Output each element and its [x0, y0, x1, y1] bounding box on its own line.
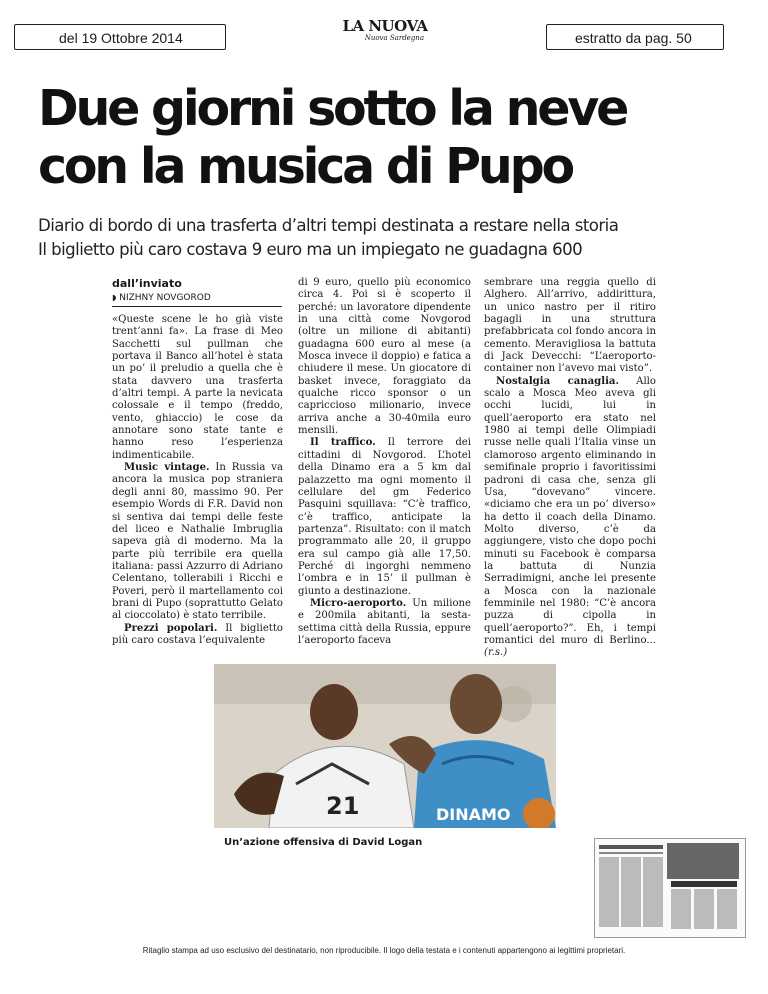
copyright-disclaimer: Ritaglio stampa ad uso esclusivo del destinatario, non riproducibile. Il logo della testata e i contenuti appartengono ai legittimi proprietari. — [142, 946, 626, 955]
article-subheadline: Diario di bordo di una trasferta d’altri tempi destinata a restare nella storia Il biglietto più caro costava 9 euro ma un impiegato ne guadagna 600 — [38, 216, 619, 259]
page-thumbnail — [594, 838, 746, 938]
paragraph: Micro-aeroporto. Un milione e 200mila abitanti, la sesta-settima città della Russia, eppure l’aeroporto faceva — [298, 597, 471, 646]
dateline-arrow-icon: ◗ — [112, 293, 117, 302]
newspaper-logo: LA NUOVA Nuova Sardegna — [342, 17, 428, 42]
jersey-number: 21 — [326, 792, 360, 820]
paragraph: «Queste scene le ho già viste trent’anni fa». La frase di Meo Sacchetti sul pullman che portava il Banco all’hotel è stata un po’ il preludio a quella che è stata davvero una trasferta d’altri tempi. A parte la nevicata colossale e il tempo (freddo, vento, ghiaccio) le cose da annotare sono state tante e hanno reso l’esperienza indimenticabile. — [112, 314, 283, 461]
page-thumbnail-illustration — [595, 839, 745, 937]
subheading: Prezzi popolari. — [124, 622, 218, 634]
article-column-1 — [112, 314, 283, 647]
byline-author: dall’inviato — [112, 277, 182, 290]
signature: (r.s.) — [484, 647, 508, 659]
subheading: Micro-aeroporto. — [310, 597, 407, 609]
paragraph: Prezzi popolari. Il biglietto più caro costava l’equivalente — [112, 622, 283, 646]
paragraph: Music vintage. In Russia va ancora la musica pop straniera degli anni 80, massimo 90. Per esempio Words di F.R. David non si sentiva dai tempi delle feste del liceo e Nathalie Imbruglia sapeva già di moderno. Ma la parte più terribile era quella italiana: passi Azzurro di Adriano Celentano, tollerabili i Ricchi e Poveri, però il martellamento coi brani di Pupo (soprattutto Gelato al cioccolato) è stato terribile. — [112, 462, 283, 622]
jersey-sponsor: DINAMO — [436, 805, 511, 824]
basketball-photo-illustration — [214, 664, 556, 828]
paragraph: di 9 euro, quello più economico circa 4. Poi si è scoperto il perché: un lavoratore dipendente in una città come Novgorod (oltre un milione di abitanti) guadagna 600 euro al mese (a Mosca invece il doppio) e fatica a chiudere il mese. Un giocatore di basket invece, foraggiato da qualche ricco sponsor o un capriccioso milionario, invece arriva anche a 30-40mila euro mensili. — [298, 277, 471, 437]
paragraph: sembrare una reggia quello di Alghero. All’arrivo, addirittura, un unico nastro per il ritiro bagagli in una struttura prefabbricata col fondo ancora in cemento. Meravigliosa la battuta di Jack Devecchi: “L’aeroporto-container non l’avevo mai visto”. — [484, 277, 656, 375]
subheading: Music vintage. — [124, 462, 210, 474]
article-headline: Due giorni sotto la neve con la musica di Pupo — [38, 80, 627, 195]
dateline: ◗ NIZHNY NOVGOROD — [112, 291, 282, 307]
photo-caption: Un’azione offensiva di David Logan — [224, 837, 423, 848]
article-column-3 — [484, 277, 656, 660]
paragraph: Nostalgia canaglia. Allo scalo a Mosca Meo aveva gli occhi lucidi, lui in quell’aeroporto era stato nel 1980 ai tempi delle Olimpiadi russe nelle quali l’Italia vinse un clamoroso argento eliminando in semifinale proprio i favoritissimi padroni di casa che, senza gli Usa, “dovevano” vincere. «diciamo che era un po’ diverso» ha detto il coach della Dinamo. Molto diverso, c’è da aggiungere, visto che dopo pochi minuti su Facebook è comparsa la battuta di Nunzia Serradimigni, anche lei presente a Mosca con la nazionale femminile nel 1980: “C’è ancora puzza di cipolla in quell’aeroporto?”. Eh, i tempi romantici del muro di Berlino...(r.s.) — [484, 375, 656, 659]
subheading: Il traffico. — [310, 437, 376, 449]
date-label: del 19 Ottobre 2014 — [14, 24, 226, 50]
article-column-2 — [298, 277, 471, 647]
paragraph: Il traffico. Il terrore dei cittadini di Novgorod. L’hotel della Dinamo era a 5 km dal palazzetto ma ogni momento il cellulare del gm Federico Pasquini squillava: “C’è traffico, c’è traffico, anticipate la partenza”. Risultato: con il match programmato alle 20, il gruppo era sul campo già alle 17,50. Perché di ingorghi nemmeno l’ombra e in 15’ il pullman è giunto a destinazione. — [298, 437, 471, 597]
byline — [112, 277, 282, 307]
article-photo — [214, 664, 556, 828]
subheading: Nostalgia canaglia. — [496, 375, 619, 387]
page-extract-label: estratto da pag. 50 — [546, 24, 724, 50]
